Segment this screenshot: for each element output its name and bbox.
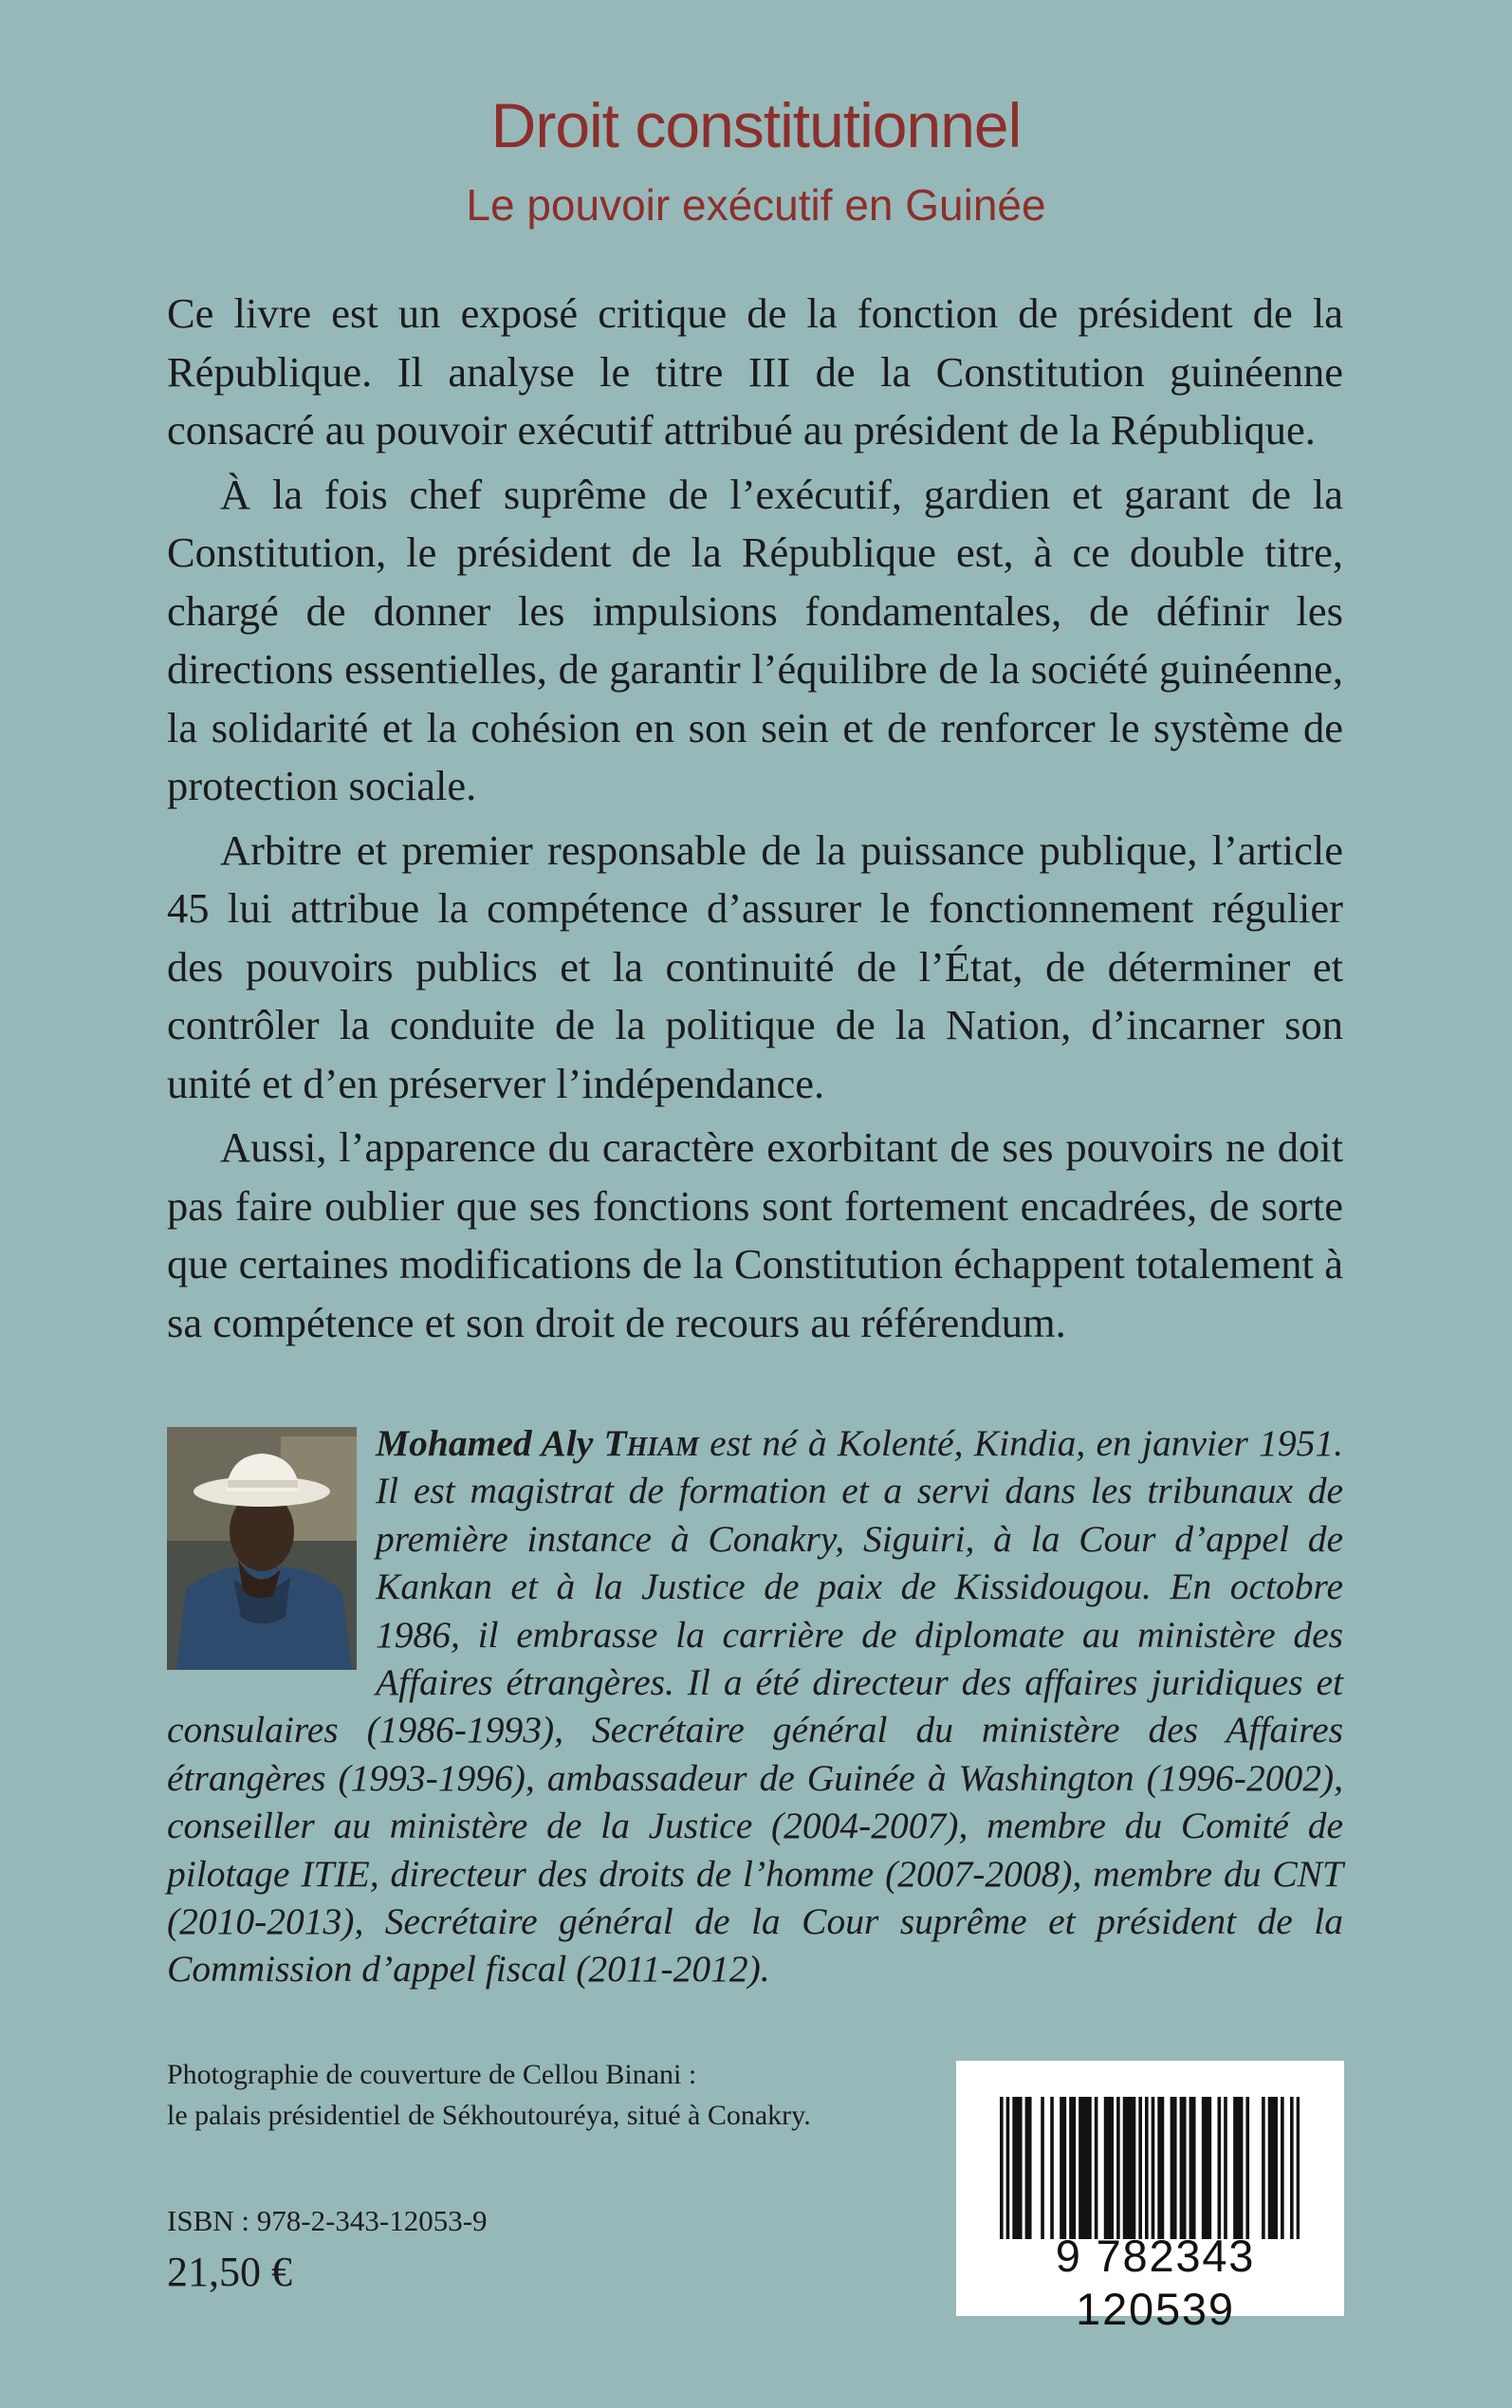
barcode-bar [1016, 2097, 1020, 2239]
barcode-bar [1290, 2097, 1294, 2239]
barcode-bar [1088, 2097, 1092, 2239]
barcode-bar [1069, 2097, 1073, 2239]
barcode-bar [1262, 2097, 1265, 2239]
book-subtitle: Le pouvoir exécutif en Guinée [466, 180, 1046, 230]
barcode-bar [1180, 2097, 1184, 2239]
author-first-names: Mohamed Aly [376, 1422, 594, 1464]
author-surname: Thiam [603, 1422, 699, 1464]
barcode-bar [1028, 2097, 1032, 2239]
barcode-bar [1202, 2097, 1206, 2239]
author-bio-text: est né à Kolenté, Kindia, en janvier 1951. Il est magistrat de formation et a servi dans les tribunaux de première instance à Conakry, Siguiri, à la Cour d’appel de Kankan et à la Justice de paix de Kissidougou. En octobre 1986, il embrasse la carrière de diplomate au ministère des Affaires étrangères. Il a été directeur des affaires juridiques et consulaires (1986-1993), Secrétaire général du ministère des Affaires étrangères (1993-1996), ambassadeur de Guinée à Washington (1996-2002), conseiller au ministère de la Justice (2004-2007), membre du Comité de pilotage ITIE, directeur des droits de l’homme (2007-2008), membre du CNT (2010-2013), Secrétaire général de la Cour suprême et président de la Commission d’appel fiscal (2011-2012). [167, 1422, 1344, 1991]
barcode-bar [1104, 2097, 1108, 2239]
barcode-bar [1126, 2097, 1130, 2239]
photo-credit [167, 2054, 811, 2136]
barcode-bar [1085, 2097, 1089, 2239]
barcode-bars [1000, 2097, 1300, 2239]
barcode-bar [1129, 2097, 1133, 2239]
barcode-bar [1245, 2097, 1249, 2239]
barcode-bar [1161, 2097, 1165, 2239]
barcode-bar [1268, 2097, 1272, 2239]
photo-credit-line: le palais présidentiel de Sékhoutouréya, situé à Conakry. [167, 2100, 811, 2131]
blurb-paragraph: À la fois chef suprême de l’exécutif, gardien et garant de la Constitution, le président de la République est, à ce double titre, chargé de donner les impulsions fondamentales, de définir les directions essentielles, de garantir l’équilibre de la société guinéenne, la solidarité et la cohésion en son sein et de renforcer le système de protection sociale. [167, 470, 1343, 809]
barcode-bar [1050, 2097, 1054, 2239]
barcode-bar [1240, 2097, 1244, 2239]
barcode-number: 9 782343 120539 [1055, 2231, 1256, 2334]
barcode-bar [1060, 2097, 1063, 2239]
barcode-bar [1145, 2097, 1149, 2239]
blurb-paragraph: Arbitre et premier responsable de la puissance publique, l’article 45 lui attribue la compétence d’assurer le fonctionnement régulier des pouvoirs publics et la continuité de l’État, de déterminer et contrôler la conduite de la politique de la Nation, d’incarner son unité et d’en préserver l’indépendance. [167, 825, 1343, 1107]
price: 21,50 € [167, 2249, 292, 2295]
barcode-bar [1173, 2097, 1177, 2239]
barcode-bar [1297, 2097, 1300, 2239]
barcode-bar [1006, 2097, 1010, 2239]
barcode-bar [1208, 2097, 1212, 2239]
barcode-bar [1281, 2097, 1284, 2239]
barcode-bar [1133, 2097, 1136, 2239]
barcode-bar [1205, 2097, 1208, 2239]
barcode-bar [1116, 2097, 1120, 2239]
barcode-bar [1081, 2097, 1085, 2239]
book-title: Droit constitutionnel [490, 90, 1022, 160]
barcode-bar [1000, 2097, 1004, 2239]
barcode-bar [1095, 2097, 1098, 2239]
barcode-bar [1041, 2097, 1044, 2239]
barcode-bar [1233, 2097, 1237, 2239]
barcode-bar [1271, 2097, 1275, 2239]
blurb-paragraph: Ce livre est un exposé critique de la fonction de président de la République. Il analyse le titre III de la Constitution guinéenne consacré au pouvoir exécutif attribué au président de la République. [167, 289, 1343, 454]
back-cover-blurb [167, 285, 1343, 1358]
barcode-bar [1025, 2097, 1029, 2239]
barcode-bar [1019, 2097, 1023, 2239]
barcode [956, 2061, 1344, 2334]
barcode-bar [1012, 2097, 1016, 2239]
barcode-bar [1236, 2097, 1240, 2239]
photo-credit-line: Photographie de couverture de Cellou Binani : [167, 2059, 697, 2090]
barcode-bar [1189, 2097, 1193, 2239]
barcode-bar [1192, 2097, 1196, 2239]
barcode-bar [1123, 2097, 1127, 2239]
barcode-bar [1157, 2097, 1161, 2239]
barcode-bar [1152, 2097, 1155, 2239]
barcode-bar [1107, 2097, 1111, 2239]
barcode-bar [1110, 2097, 1114, 2239]
barcode-bar [1063, 2097, 1067, 2239]
blurb-paragraph: Aussi, l’apparence du caractère exorbitant de ses pouvoirs ne doit pas faire oublier que ses fonctions sont fortement encadrées, de sorte que certaines modifications de la Constitution échappent totalement à sa compétence et son droit de recours au référendum. [167, 1123, 1343, 1346]
barcode-bar [1224, 2097, 1227, 2239]
author-bio [167, 1419, 1343, 1993]
barcode-bar [1138, 2097, 1142, 2239]
barcode-bar [1073, 2097, 1077, 2239]
isbn: ISBN : 978-2-343-12053-9 [167, 2204, 488, 2237]
barcode-bar [1183, 2097, 1187, 2239]
barcode-bar [1218, 2097, 1222, 2239]
barcode-bar [1274, 2097, 1278, 2239]
barcode-bar [1079, 2097, 1082, 2239]
barcode-bar [1171, 2097, 1174, 2239]
